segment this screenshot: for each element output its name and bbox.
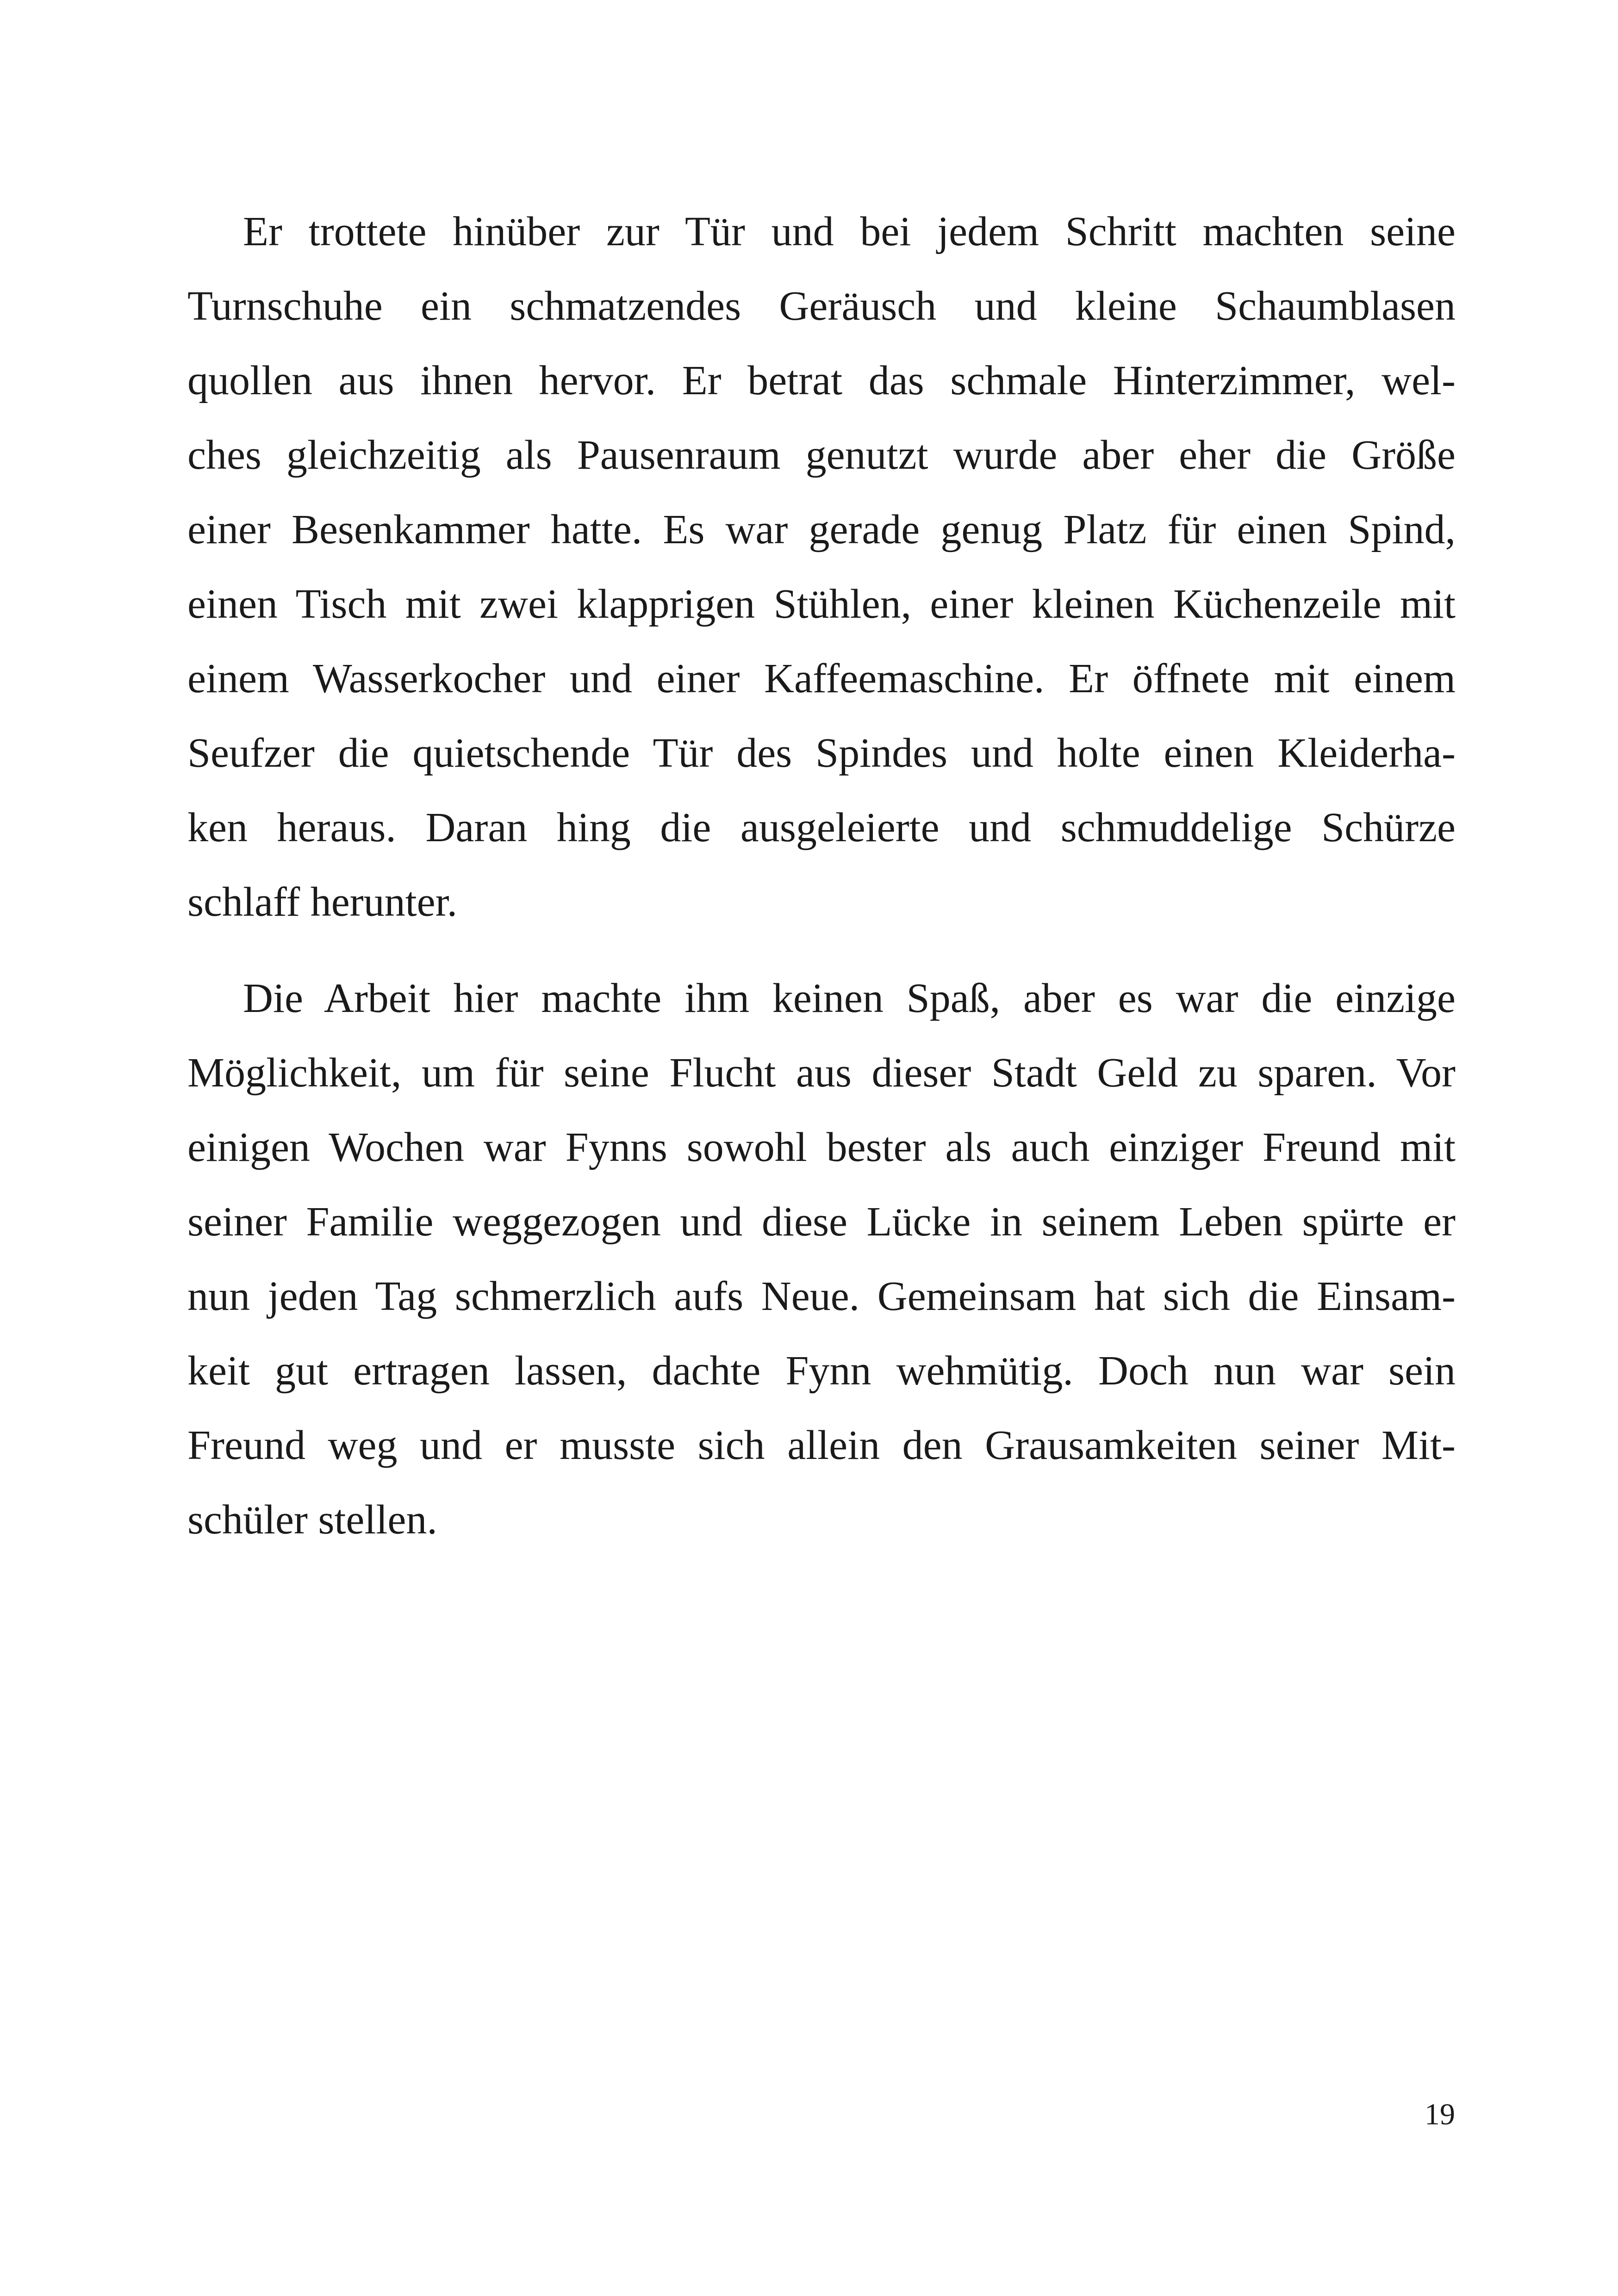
text-line: keit gut ertragen lassen, dachte Fynn wehmütig. Doch nun war sein xyxy=(187,1348,1456,1394)
text-line: Die Arbeit hier machte ihm keinen Spaß, aber es war die einzige xyxy=(243,975,1456,1021)
text-line: ken heraus. Daran hing die ausgeleierte und schmuddelige Schürze xyxy=(187,805,1456,850)
text-line: Freund weg und er musste sich allein den Grausamkeiten seiner Mit- xyxy=(187,1422,1456,1468)
text-line: schüler stellen. xyxy=(187,1497,437,1543)
text-line: nun jeden Tag schmerzlich aufs Neue. Gemeinsam hat sich die Einsam- xyxy=(187,1273,1456,1319)
text-line: einer Besenkammer hatte. Es war gerade genug Platz für einen Spind, xyxy=(187,507,1456,552)
text-line: schlaff herunter. xyxy=(187,879,458,925)
page-number: 19 xyxy=(1425,2097,1455,2131)
text-line: quollen aus ihnen hervor. Er betrat das schmale Hinterzimmer, wel- xyxy=(187,358,1456,403)
text-line: ches gleichzeitig als Pausenraum genutzt wurde aber eher die Größe xyxy=(187,432,1456,478)
paragraph-2 xyxy=(187,961,1456,1557)
body-text xyxy=(187,194,1456,1557)
text-line: Er trottete hinüber zur Tür und bei jedem Schritt machten seine xyxy=(243,209,1456,254)
paragraph-1 xyxy=(187,194,1456,939)
text-line: seiner Familie weggezogen und diese Lücke in seinem Leben spürte er xyxy=(187,1199,1456,1245)
text-line: einen Tisch mit zwei klapprigen Stühlen, einer kleinen Küchenzeile mit xyxy=(187,581,1456,627)
text-line: einem Wasserkocher und einer Kaffeemaschine. Er öffnete mit einem xyxy=(187,656,1456,701)
text-line: Seufzer die quietschende Tür des Spindes und holte einen Kleiderha- xyxy=(187,730,1456,776)
text-line: Möglichkeit, um für seine Flucht aus dieser Stadt Geld zu sparen. Vor xyxy=(187,1050,1456,1096)
text-line: einigen Wochen war Fynns sowohl bester als auch einziger Freund mit xyxy=(187,1124,1456,1170)
text-line: Turnschuhe ein schmatzendes Geräusch und kleine Schaumblasen xyxy=(187,283,1456,329)
